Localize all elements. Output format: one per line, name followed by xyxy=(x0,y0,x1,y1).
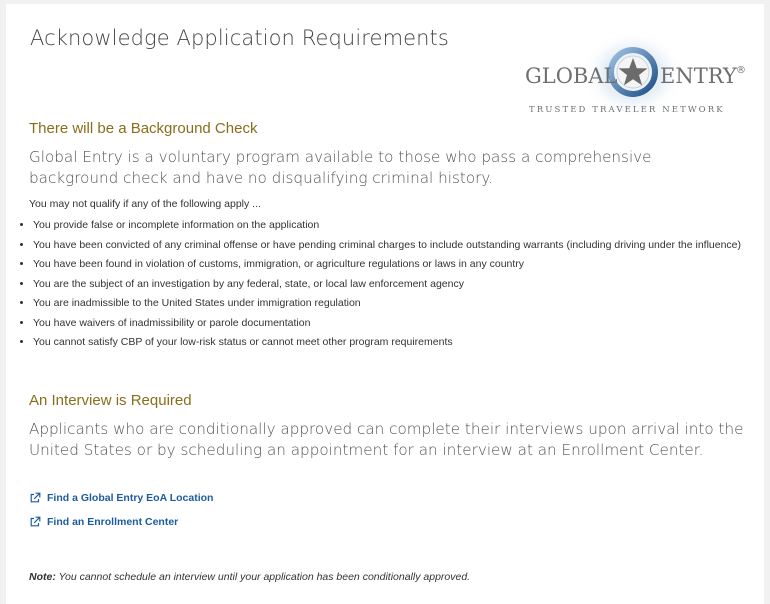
note-text: You cannot schedule an interview until your application has been conditionally approved. xyxy=(55,571,471,583)
external-link-icon xyxy=(29,516,41,528)
logo-word-entry: ENTRY xyxy=(660,64,737,88)
find-eoa-location-label: Find a Global Entry EoA Location xyxy=(47,492,214,504)
interview-lead xyxy=(29,419,744,461)
background-check-heading: There will be a Background Check xyxy=(29,120,258,137)
page-title: Acknowledge Application Requirements xyxy=(30,26,449,50)
interview-lead-line-1: Applicants who are conditionally approved can complete their interviews upon arrival into the xyxy=(29,420,744,438)
list-item: • You are the subject of an investigation by any federal, state, or local law enforcement agency xyxy=(33,277,761,292)
logo-registered: ® xyxy=(736,65,746,76)
logo-word-global: GLOBAL xyxy=(525,64,618,88)
disqualification-list xyxy=(16,218,761,355)
list-item: • You have been convicted of any criminal offense or have pending criminal charges to include outstanding warrants (including driving under the influence) xyxy=(33,238,761,253)
find-enrollment-center-label: Find an Enrollment Center xyxy=(47,516,179,528)
list-item: • You cannot satisfy CBP of your low-risk status or cannot meet other program requirements xyxy=(33,335,761,350)
list-item: • You are inadmissible to the United States under immigration regulation xyxy=(33,296,761,311)
interview-note xyxy=(29,571,470,583)
interview-heading: An Interview is Required xyxy=(29,392,192,409)
interview-lead-line-2: United States or by scheduling an appointment for an interview at an Enrollment Center. xyxy=(29,441,704,459)
note-label: Note: xyxy=(29,571,56,583)
list-item: • You have been found in violation of customs, immigration, or agriculture regulations or laws in any country xyxy=(33,257,761,272)
list-item: • You provide false or incomplete information on the application xyxy=(33,218,761,233)
external-link-icon xyxy=(29,492,41,504)
find-eoa-location-link[interactable] xyxy=(29,492,213,504)
list-item: • You have waivers of inadmissibility or parole documentation xyxy=(33,316,761,331)
requirements-intro: You may not qualify if any of the following apply ... xyxy=(29,198,261,210)
find-enrollment-center-link[interactable] xyxy=(29,516,178,528)
global-entry-logo xyxy=(516,28,751,120)
background-check-lead: Global Entry is a voluntary program available to those who pass a comprehensive background check and have no disqualifying criminal history. xyxy=(29,148,652,187)
logo-tagline: TRUSTED TRAVELER NETWORK xyxy=(529,105,725,115)
content-card xyxy=(6,4,764,604)
